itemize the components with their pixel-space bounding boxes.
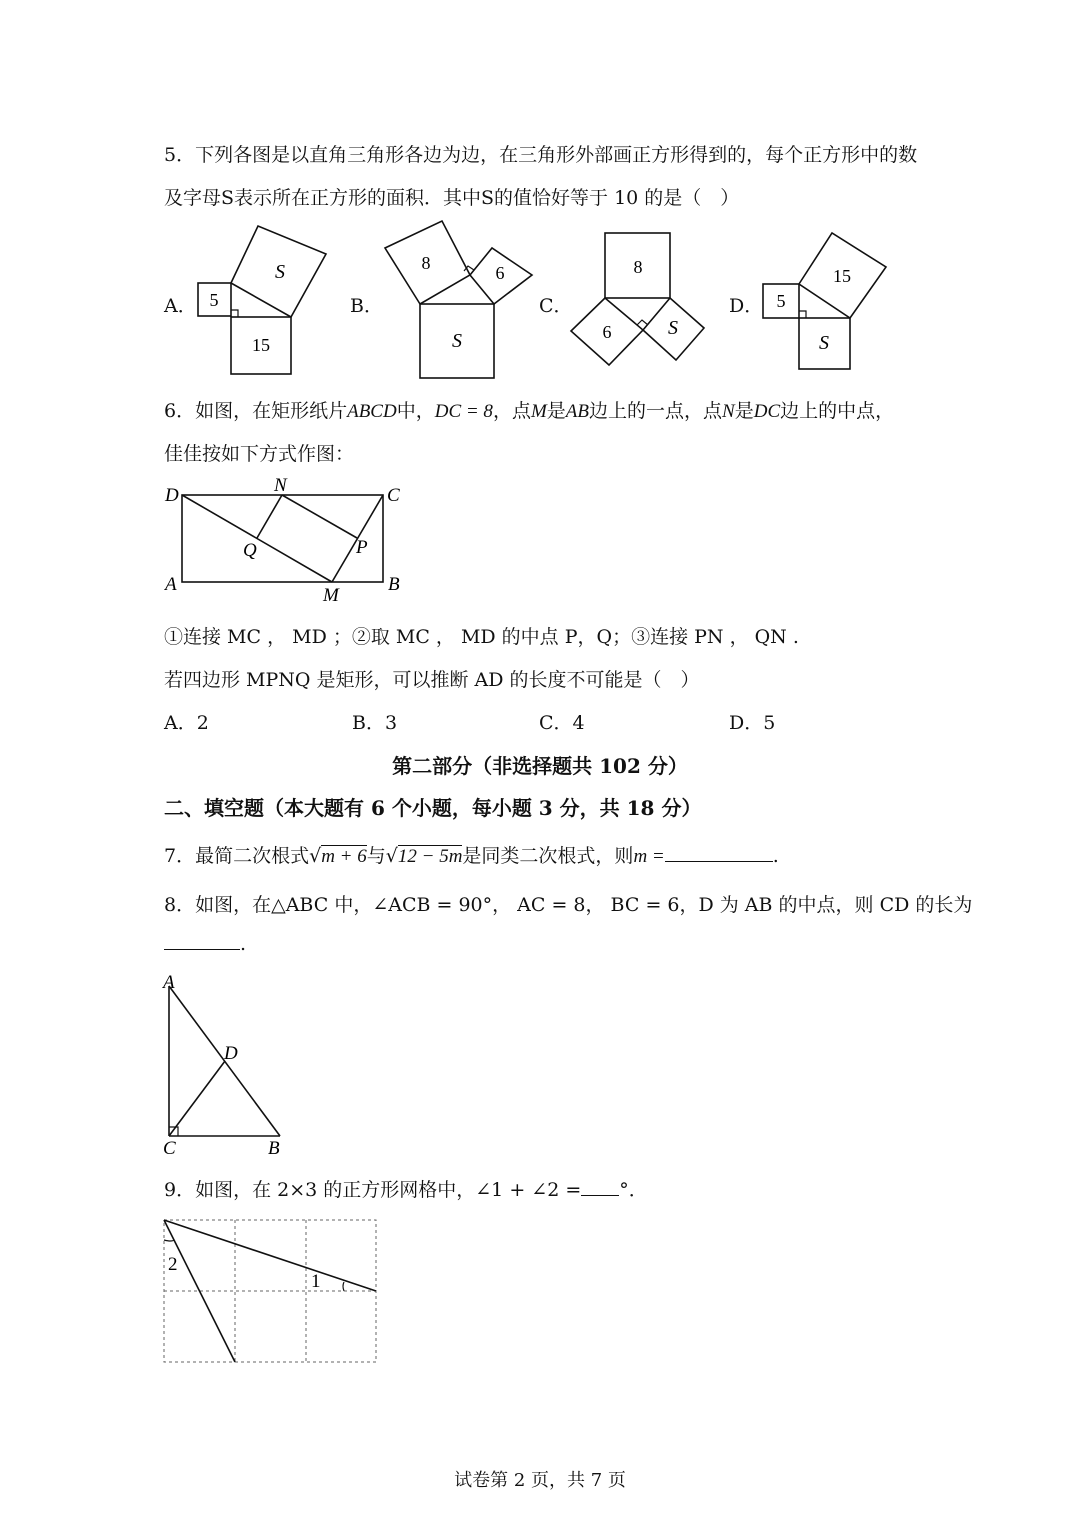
q7-radicand-2: 12 − 5m (397, 846, 463, 867)
q9-line: 9．如图，在 2×3 的正方形网格中，∠1 + ∠2 = °． (164, 1179, 648, 1201)
segment-np (282, 495, 357, 538)
line-to-right (164, 1220, 376, 1291)
segment-nq (257, 495, 282, 538)
segment-dm (182, 495, 332, 582)
right-angle-mark-d (799, 311, 806, 318)
q5-figure-b (380, 215, 540, 385)
q8-line1: 8．如图，在△ABC 中，∠ACB = 90°， AC = 8， BC = 6，D 为 AB 的中点，则 CD 的长为 (164, 894, 973, 916)
right-angle-mark-c (637, 320, 648, 325)
q5-b-sq3: S (452, 330, 462, 352)
q5-option-b-label: B． (350, 295, 383, 317)
q5-line2: 及字母S表示所在正方形的面积．其中S的值恰好等于 10 的是（ ） (164, 187, 740, 209)
label-p: P (356, 537, 368, 558)
q5-c-sq1: 8 (633, 257, 643, 277)
q6-line1: 6．如图，在矩形纸片ABCD中，DC = 8，点M是AB边上的一点，点N是DC边上的中点， (164, 400, 895, 422)
section2-title: 二、填空题（本大题有 6 个小题，每小题 3 分，共 18 分） (164, 796, 702, 820)
q5-option-d-label: D． (729, 295, 764, 317)
q5-d-sq2: 15 (833, 266, 851, 286)
q5-a-sq3: 15 (252, 335, 270, 355)
q8-figure (155, 968, 295, 1158)
label-d: D (165, 485, 179, 506)
label-a: A (165, 574, 177, 595)
angle-1-arc (343, 1282, 344, 1291)
q9-answer-blank (581, 1179, 619, 1196)
q8-line2: . (164, 933, 246, 955)
q5-b-sq2: 6 (495, 263, 505, 283)
label-c: C (387, 485, 400, 506)
q5-figure-d (755, 225, 895, 375)
q5-d-sq1: 5 (776, 291, 786, 311)
q6-option-c: C．4 (539, 712, 585, 734)
q8-answer-blank (164, 933, 240, 950)
q6-steps: ①连接 MC ， MD ；②取 MC ， MD 的中点 P，Q；③连接 PN ， QN . (164, 626, 799, 648)
label-d: D (224, 1043, 238, 1064)
q5-line1: 5．下列各图是以直角三角形各边为边，在三角形外部画正方形得到的，每个正方形中的数 (164, 144, 918, 166)
q5-figure-a (190, 218, 335, 380)
rectangle-abcd (182, 495, 383, 582)
q6-option-d: D．5 (729, 712, 776, 734)
angle-label-1: 1 (311, 1271, 321, 1292)
part2-title: 第二部分（非选择题共 102 分） (392, 754, 688, 778)
q6-option-b: B．3 (352, 712, 398, 734)
label-n: N (274, 475, 287, 496)
q6-figure (160, 472, 410, 607)
q5-c-sq3: S (668, 317, 678, 339)
angle-2-arc (164, 1240, 174, 1241)
q6-line4: 若四边形 MPNQ 是矩形，可以推断 AD 的长度不可能是（ ） (164, 669, 700, 691)
label-b: B (388, 574, 400, 595)
q5-b-sq1: 8 (421, 253, 431, 273)
label-b: B (268, 1138, 280, 1158)
right-angle-mark-a (231, 310, 238, 317)
q9-grid-figure (160, 1216, 384, 1368)
q6-line2: 佳佳按如下方式作图： (164, 443, 355, 465)
q5-c-sq2: 6 (602, 322, 612, 342)
q5-d-sq3: S (819, 332, 829, 354)
label-q: Q (243, 540, 257, 561)
q5-a-sq1: 5 (209, 290, 219, 310)
label-m: M (323, 585, 339, 606)
q5-option-a-label: A． (164, 295, 197, 317)
q5-a-sq2: S (275, 261, 285, 283)
angle-label-2: 2 (168, 1254, 178, 1275)
label-c: C (163, 1138, 176, 1158)
label-a: A (163, 972, 175, 993)
q7-line: 7．最简二次根式√m + 6与√12 − 5m是同类二次根式，则m = . (164, 845, 779, 867)
page-footer: 试卷第 2 页，共 7 页 (454, 1470, 626, 1491)
q7-answer-blank (665, 845, 773, 862)
q6-option-a: A．2 (164, 712, 209, 734)
q5-option-c-label: C． (539, 295, 573, 317)
q5-figure-c (565, 225, 710, 375)
grid-lines (164, 1220, 376, 1362)
q7-radicand-1: m + 6 (321, 846, 367, 867)
segment-cd (169, 1061, 225, 1136)
